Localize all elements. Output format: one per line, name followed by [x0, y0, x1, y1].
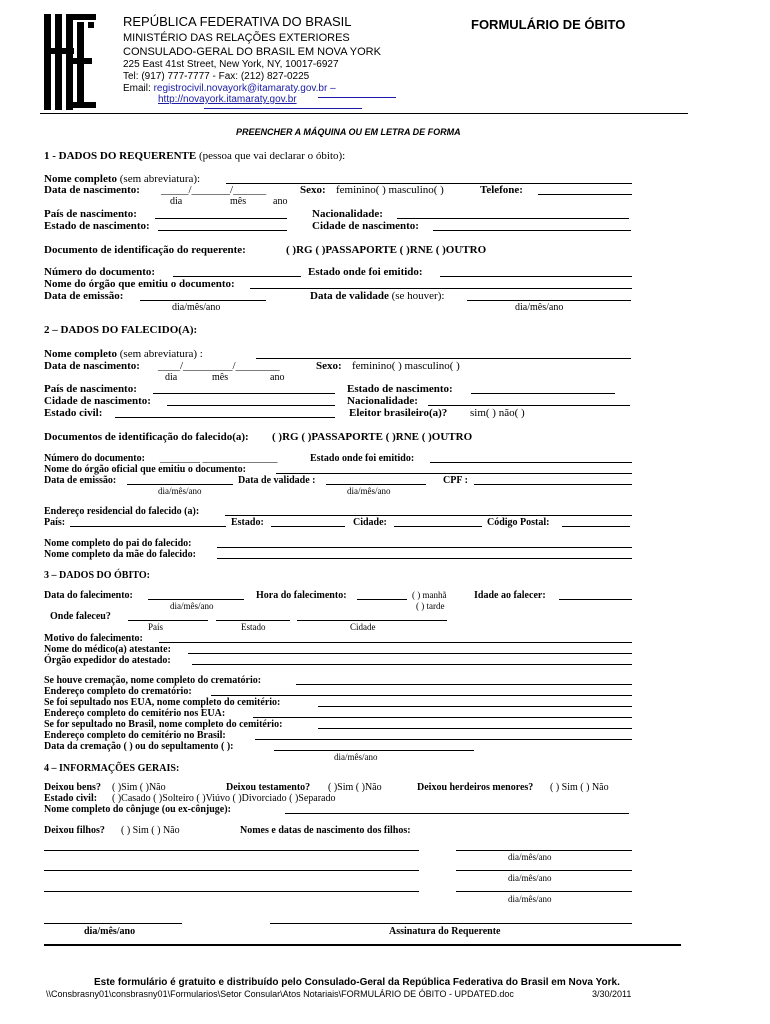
- requerente-telefone-field[interactable]: [538, 194, 632, 195]
- filho-1-nome-field[interactable]: [44, 850, 419, 851]
- falecido-ano-hint: ano: [270, 372, 285, 383]
- obito-pais-hint: País: [148, 622, 164, 632]
- requerente-validade-label: Data de validade (se houver):: [310, 290, 445, 302]
- falecido-sexo-label: Sexo:: [316, 360, 342, 372]
- sepultado-br-label: Se for sepultado no Brasil, nome completo do cemitério:: [44, 719, 283, 730]
- email-link[interactable]: registrocivil.novayork@itamaraty.gov.br –: [153, 83, 336, 94]
- requerente-pais-field[interactable]: [155, 218, 287, 219]
- requerente-estado-field[interactable]: [158, 230, 287, 231]
- falecido-mae-label: Nome completo da mãe do falecido:: [44, 549, 196, 560]
- obito-orgao-field[interactable]: [192, 664, 632, 665]
- falecido-cpf-label: CPF :: [443, 475, 468, 486]
- fill-instruction: PREENCHER A MÁQUINA OU EM LETRA DE FORMA: [236, 127, 461, 137]
- falecido-cidade-field[interactable]: [167, 405, 335, 406]
- document-date: 3/30/2011: [592, 989, 632, 999]
- falecido-estado-field[interactable]: [471, 393, 615, 394]
- falecido-estado-label: Estado de nascimento:: [347, 383, 453, 395]
- falecido-cpf-field[interactable]: [474, 484, 632, 485]
- signature-date-label: dia/mês/ano: [84, 926, 136, 937]
- consulate-email-line: [123, 83, 336, 94]
- cremacao-field[interactable]: [296, 684, 632, 685]
- obito-motivo-field[interactable]: [159, 642, 632, 643]
- falecido-eleitor-label: Eleitor brasileiro(a)?: [349, 407, 448, 419]
- obito-orgao-label: Órgão expedidor do atestado:: [44, 655, 171, 666]
- requerente-telefone-label: Telefone:: [480, 184, 523, 196]
- falecido-pais-res-label: País:: [44, 517, 66, 528]
- obito-medico-field[interactable]: [188, 653, 632, 654]
- falecido-numdoc-field[interactable]: ________ _______________: [160, 453, 278, 464]
- falecido-mes-hint: mês: [212, 372, 229, 383]
- header-divider: [40, 113, 688, 114]
- obito-hora-label: Hora do falecimento:: [256, 590, 347, 601]
- requerente-numdoc-field[interactable]: [173, 276, 301, 277]
- falecido-nasc-field[interactable]: ____/_________/________: [158, 360, 280, 372]
- requerente-estado-emit-field[interactable]: [440, 276, 632, 277]
- requerente-nasc-label: Data de nascimento:: [44, 184, 140, 196]
- falecido-doc-options[interactable]: ( )RG ( )PASSAPORTE ( )RNE ( )OUTRO: [272, 431, 473, 443]
- falecido-eleitor-options[interactable]: sim( ) não( ): [470, 407, 525, 419]
- requerente-nacionalidade-label: Nacionalidade:: [312, 208, 383, 220]
- falecido-doc-label: Documentos de identificação do falecido(a):: [44, 431, 249, 443]
- requerente-nome-label: Nome completo (sem abreviatura):: [44, 173, 201, 185]
- falecido-validade-field[interactable]: [326, 484, 426, 485]
- falecido-emissao-label: Data de emissão:: [44, 475, 117, 486]
- conjuge-civil-options[interactable]: ( )Casado ( )Solteiro ( )Viúvo ( )Divorciado ( )Separado: [112, 793, 336, 804]
- dia-hint: dia: [170, 196, 183, 207]
- end-crematorio-label: Endereço completo do crematório:: [44, 686, 192, 697]
- filho-1-data-field[interactable]: [456, 850, 632, 851]
- falecido-estado-emit-label: Estado onde foi emitido:: [310, 453, 415, 464]
- requerente-numdoc-label: Número do documento:: [44, 266, 156, 278]
- falecido-cidade-label: Cidade de nascimento:: [44, 395, 151, 407]
- requerente-orgao-field[interactable]: [250, 288, 632, 289]
- obito-data-dma-hint: dia/mês/ano: [170, 601, 214, 611]
- falecido-cidade-res-field[interactable]: [394, 526, 482, 527]
- end-cemiterio-br-field[interactable]: [255, 739, 632, 740]
- data-cremacao-label: Data da cremação ( ) ou do sepultamento ( ):: [44, 741, 234, 752]
- requerente-cidade-field[interactable]: [433, 230, 631, 231]
- requerente-doc-label: Documento de identificação do requerente:: [44, 244, 246, 256]
- requerente-estado-emit-label: Estado onde foi emitido:: [308, 266, 423, 278]
- filho-3-dma-hint: dia/mês/ano: [508, 894, 552, 904]
- filhos-nomes-label: Nomes e datas de nascimento dos filhos:: [240, 825, 411, 836]
- signature-label: Assinatura do Requerente: [389, 926, 501, 937]
- falecido-pais-res-field[interactable]: [70, 526, 226, 527]
- falecido-nome-field[interactable]: [256, 358, 631, 359]
- herdeiros-options[interactable]: ( ) Sim ( ) Não: [550, 782, 609, 793]
- section-3-title: 3 – DADOS DO ÓBITO:: [44, 570, 150, 581]
- section-4-title: 4 – INFORMAÇÕES GERAIS:: [44, 763, 180, 774]
- falecido-cep-label: Código Postal:: [487, 517, 550, 528]
- website-link[interactable]: http://novayork.itamaraty.gov.br: [158, 94, 297, 105]
- obito-onde-label: Onde faleceu?: [50, 611, 111, 622]
- mes-hint: mês: [230, 196, 247, 207]
- falecido-pai-label: Nome completo do pai do falecido:: [44, 538, 192, 549]
- ministry-name: MINISTÉRIO DAS RELAÇÕES EXTERIORES: [123, 32, 350, 44]
- falecido-nasc-label: Data de nascimento:: [44, 360, 140, 372]
- consulate-name: CONSULADO-GERAL DO BRASIL EM NOVA YORK: [123, 46, 381, 58]
- footer-divider: [44, 944, 681, 946]
- requerente-doc-options[interactable]: ( )RG ( )PASSAPORTE ( )RNE ( )OUTRO: [286, 244, 487, 256]
- falecido-orgao-label: Nome do órgão oficial que emitiu o documento:: [44, 464, 246, 475]
- requerente-validade-field[interactable]: [467, 300, 631, 301]
- requerente-nacionalidade-field[interactable]: [397, 218, 629, 219]
- filho-3-data-field[interactable]: [456, 891, 632, 892]
- org-name: REPÚBLICA FEDERATIVA DO BRASIL: [123, 14, 352, 29]
- falecido-estado-res-label: Estado:: [231, 517, 264, 528]
- obito-estado-hint: Estado: [241, 622, 266, 632]
- end-cemiterio-eua-field[interactable]: [253, 717, 632, 718]
- obito-cidade-hint: Cidade: [350, 622, 376, 632]
- herdeiros-label: Deixou herdeiros menores?: [417, 782, 534, 793]
- consulate-address: 225 East 41st Street, New York, NY, 10017-6927: [123, 59, 339, 70]
- falecido-emissao-dma-hint: dia/mês/ano: [158, 486, 202, 496]
- sepultado-eua-field[interactable]: [318, 706, 632, 707]
- obito-data-field[interactable]: [148, 599, 244, 600]
- falecido-civil-label: Estado civil:: [44, 407, 103, 419]
- falecido-dia-hint: dia: [165, 372, 178, 383]
- falecido-nacionalidade-field[interactable]: [428, 405, 630, 406]
- falecido-nacionalidade-label: Nacionalidade:: [347, 395, 418, 407]
- requerente-sexo-label: Sexo:: [300, 184, 326, 196]
- filho-1-dma-hint: dia/mês/ano: [508, 852, 552, 862]
- requerente-nasc-field[interactable]: _____/_______/______: [161, 184, 267, 196]
- testamento-label: Deixou testamento?: [226, 782, 311, 793]
- falecido-pai-field[interactable]: [217, 547, 632, 548]
- falecido-nome-label: Nome completo (sem abreviatura) :: [44, 348, 203, 360]
- requerente-pais-label: País de nascimento:: [44, 208, 137, 220]
- filhos-options[interactable]: ( ) Sim ( ) Não: [121, 825, 180, 836]
- end-crematorio-field[interactable]: [211, 695, 632, 696]
- validade-dma-hint: dia/mês/ano: [515, 302, 564, 313]
- falecido-orgao-field[interactable]: [276, 473, 632, 474]
- sepultado-eua-label: Se foi sepultado nos EUA, nome completo do cemitério:: [44, 697, 281, 708]
- obito-data-label: Data do falecimento:: [44, 590, 133, 601]
- data-cremacao-field[interactable]: [274, 750, 474, 751]
- falecido-cep-field[interactable]: [562, 526, 630, 527]
- falecido-mae-field[interactable]: [217, 558, 632, 559]
- falecido-civil-field[interactable]: [115, 417, 335, 418]
- section-2-title: 2 – DADOS DO FALECIDO(A):: [44, 324, 198, 336]
- falecido-emissao-field[interactable]: [127, 484, 233, 485]
- sepultado-br-field[interactable]: [318, 728, 632, 729]
- bens-label: Deixou bens?: [44, 782, 101, 793]
- end-cemiterio-eua-label: Endereço completo do cemitério nos EUA:: [44, 708, 226, 719]
- requerente-cidade-label: Cidade de nascimento:: [312, 220, 419, 232]
- falecido-pais-field[interactable]: [153, 393, 335, 394]
- filho-3-nome-field[interactable]: [44, 891, 419, 892]
- falecido-endereco-label: Endereço residencial do falecido (a):: [44, 506, 200, 517]
- falecido-validade-dma-hint: dia/mês/ano: [347, 486, 391, 496]
- conjuge-nome-field[interactable]: [285, 813, 629, 814]
- obito-idade-label: Idade ao falecer:: [474, 590, 546, 601]
- obito-motivo-label: Motivo do falecimento:: [44, 633, 143, 644]
- falecido-sexo-options[interactable]: feminino( ) masculino( ): [352, 360, 460, 372]
- falecido-pais-label: País de nascimento:: [44, 383, 137, 395]
- free-form-note: Este formulário é gratuito e distribuído pelo Consulado-Geral da República Federativa do Brasil em Nova York.: [94, 977, 620, 988]
- emissao-dma-hint: dia/mês/ano: [172, 302, 221, 313]
- consulate-logo: [44, 12, 98, 110]
- ae-logo-icon: [44, 12, 98, 110]
- obito-medico-label: Nome do médico(a) atestante:: [44, 644, 171, 655]
- falecido-endereco-field[interactable]: [225, 515, 632, 516]
- testamento-options[interactable]: ( )Sim ( )Não: [328, 782, 382, 793]
- obito-pais-field[interactable]: [128, 620, 208, 621]
- section-1-title: 1 - DADOS DO REQUERENTE (pessoa que vai declarar o óbito):: [44, 150, 346, 162]
- requerente-sexo-options[interactable]: feminino( ) masculino( ): [336, 184, 444, 196]
- data-cremacao-dma-hint: dia/mês/ano: [334, 752, 378, 762]
- obito-cidade-field[interactable]: [297, 620, 447, 621]
- filho-2-nome-field[interactable]: [44, 870, 419, 871]
- form-title: FORMULÁRIO DE ÓBITO: [471, 17, 626, 32]
- signature-field[interactable]: [270, 923, 632, 924]
- obito-tarde-option[interactable]: ( ) tarde: [416, 601, 445, 611]
- falecido-validade-label: Data de validade :: [238, 475, 316, 486]
- requerente-emissao-field[interactable]: [140, 300, 266, 301]
- consulate-phone: Tel: (917) 777-7777 - Fax: (212) 827-0225: [123, 71, 310, 82]
- falecido-cidade-res-label: Cidade:: [353, 517, 387, 528]
- falecido-numdoc-label: Número do documento:: [44, 453, 145, 464]
- requerente-emissao-label: Data de emissão:: [44, 290, 124, 302]
- filho-2-dma-hint: dia/mês/ano: [508, 873, 552, 883]
- ano-hint: ano: [273, 196, 288, 207]
- obito-hora-field[interactable]: [357, 599, 407, 600]
- conjuge-nome-label: Nome completo do cônjuge (ou ex-cônjuge):: [44, 804, 231, 815]
- signature-date-field[interactable]: [44, 923, 182, 924]
- requerente-estado-label: Estado de nascimento:: [44, 220, 150, 232]
- falecido-estado-emit-field[interactable]: [430, 462, 632, 463]
- email-label: Email:: [123, 83, 151, 94]
- conjuge-civil-label: Estado civil:: [44, 793, 98, 804]
- filhos-label: Deixou filhos?: [44, 825, 105, 836]
- document-path: \\Consbrasny01\consbrasny01\Formularios\Setor Consular\Atos Notariais\FORMULÁRIO DE ÓBITO - UPDATED.doc: [46, 989, 514, 999]
- bens-options[interactable]: ( )Sim ( )Não: [112, 782, 166, 793]
- falecido-estado-res-field[interactable]: [271, 526, 345, 527]
- requerente-orgao-label: Nome do órgão que emitiu o documento:: [44, 278, 235, 290]
- obito-manha-option[interactable]: ( ) manhã: [412, 590, 447, 600]
- cremacao-label: Se houve cremação, nome completo do crematório:: [44, 675, 262, 686]
- filho-2-data-field[interactable]: [456, 870, 632, 871]
- obito-idade-field[interactable]: [559, 599, 632, 600]
- end-cemiterio-br-label: Endereço completo do cemitério no Brasil:: [44, 730, 226, 741]
- obito-estado-field[interactable]: [216, 620, 290, 621]
